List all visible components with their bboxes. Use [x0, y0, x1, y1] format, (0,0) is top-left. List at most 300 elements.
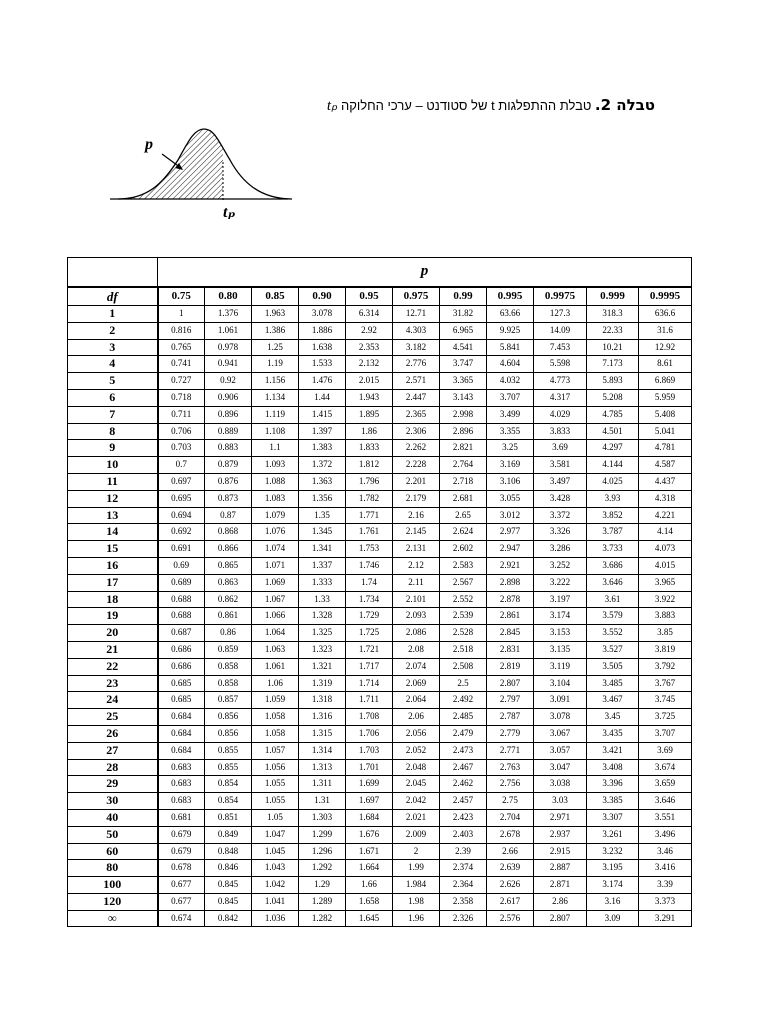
value-cell: 2.65	[440, 507, 487, 524]
value-cell: 2.462	[440, 776, 487, 793]
value-cell: 1.701	[346, 759, 393, 776]
value-cell: 2.86	[534, 893, 587, 910]
value-cell: 2.069	[393, 675, 440, 692]
value-cell: 1.088	[252, 473, 299, 490]
value-cell: 0.863	[205, 574, 252, 591]
value-cell: 0.866	[205, 541, 252, 558]
value-cell: 1.86	[346, 423, 393, 440]
table-row	[68, 406, 692, 423]
value-cell: 4.781	[639, 440, 692, 457]
df-cell: 7	[68, 406, 158, 423]
df-cell: 27	[68, 742, 158, 759]
df-cell: 23	[68, 675, 158, 692]
value-cell: 0.697	[158, 473, 205, 490]
value-cell: 5.598	[534, 356, 587, 373]
value-cell: 0.845	[205, 893, 252, 910]
value-cell: 3.686	[587, 557, 639, 574]
value-cell: 2.896	[440, 423, 487, 440]
value-cell: 3.396	[587, 776, 639, 793]
value-cell: 1.055	[252, 793, 299, 810]
value-cell: 3.707	[487, 389, 534, 406]
df-cell: 60	[68, 843, 158, 860]
value-cell: 2.374	[440, 860, 487, 877]
value-cell: 1.383	[299, 440, 346, 457]
value-cell: 0.857	[205, 692, 252, 709]
value-cell: 2.937	[534, 826, 587, 843]
value-cell: 0.851	[205, 809, 252, 826]
value-cell: 3.197	[534, 591, 587, 608]
df-cell: 26	[68, 725, 158, 742]
df-cell: 12	[68, 490, 158, 507]
value-cell: 1.782	[346, 490, 393, 507]
value-cell: 0.687	[158, 625, 205, 642]
df-cell: 29	[68, 776, 158, 793]
table-row	[68, 490, 692, 507]
table-row	[68, 742, 692, 759]
value-cell: 1.717	[346, 658, 393, 675]
value-cell: 3.135	[534, 641, 587, 658]
value-cell: 3.579	[587, 608, 639, 625]
df-cell: 21	[68, 641, 158, 658]
value-cell: 0.92	[205, 373, 252, 390]
value-cell: 5.893	[587, 373, 639, 390]
table-row	[68, 675, 692, 692]
distribution-figure	[110, 120, 300, 230]
value-cell: 1.042	[252, 877, 299, 894]
value-cell: 2.015	[346, 373, 393, 390]
table-row	[68, 440, 692, 457]
value-cell: 3.119	[534, 658, 587, 675]
value-cell: 0.879	[205, 457, 252, 474]
value-cell: 1.376	[205, 306, 252, 323]
value-cell: 3.45	[587, 709, 639, 726]
table-number: טבלה 2.	[594, 96, 655, 114]
value-cell: 0.679	[158, 826, 205, 843]
table-row	[68, 306, 692, 323]
value-cell: 1.063	[252, 641, 299, 658]
value-cell: 0.906	[205, 389, 252, 406]
value-cell: 3.497	[534, 473, 587, 490]
value-cell: 1.341	[299, 541, 346, 558]
value-cell: 1.721	[346, 641, 393, 658]
value-cell: 1.156	[252, 373, 299, 390]
value-cell: 0.7	[158, 457, 205, 474]
value-cell: 3.659	[639, 776, 692, 793]
value-cell: 1.047	[252, 826, 299, 843]
column-header: 0.9975	[534, 287, 587, 306]
value-cell: 2.92	[346, 322, 393, 339]
value-cell: 0.858	[205, 675, 252, 692]
value-cell: 2.878	[487, 591, 534, 608]
df-cell: 17	[68, 574, 158, 591]
column-header: 0.80	[205, 287, 252, 306]
df-cell: 50	[68, 826, 158, 843]
value-cell: 0.686	[158, 658, 205, 675]
value-cell: 3.833	[534, 423, 587, 440]
column-header: 0.95	[346, 287, 393, 306]
df-cell: 10	[68, 457, 158, 474]
value-cell: 3.286	[534, 541, 587, 558]
value-cell: 1.333	[299, 574, 346, 591]
df-cell: 80	[68, 860, 158, 877]
value-cell: 1.44	[299, 389, 346, 406]
value-cell: 0.685	[158, 692, 205, 709]
value-cell: 1.313	[299, 759, 346, 776]
value-cell: 2.779	[487, 725, 534, 742]
value-cell: 2.086	[393, 625, 440, 642]
table-row	[68, 843, 692, 860]
value-cell: 1.895	[346, 406, 393, 423]
value-cell: 2.056	[393, 725, 440, 742]
df-cell: 1	[68, 306, 158, 323]
value-cell: 3.291	[639, 910, 692, 927]
value-cell: 2.797	[487, 692, 534, 709]
value-cell: 1.289	[299, 893, 346, 910]
value-cell: 1.99	[393, 860, 440, 877]
df-cell: 20	[68, 625, 158, 642]
value-cell: 1.323	[299, 641, 346, 658]
value-cell: 2.704	[487, 809, 534, 826]
df-cell: 100	[68, 877, 158, 894]
table-row	[68, 507, 692, 524]
value-cell: 2.921	[487, 557, 534, 574]
value-cell: 6.965	[440, 322, 487, 339]
df-cell: 2	[68, 322, 158, 339]
value-cell: 2.583	[440, 557, 487, 574]
value-cell: 2.479	[440, 725, 487, 742]
value-cell: 2.467	[440, 759, 487, 776]
value-cell: 0.868	[205, 524, 252, 541]
value-cell: 3.505	[587, 658, 639, 675]
value-cell: 5.208	[587, 389, 639, 406]
table-row	[68, 625, 692, 642]
value-cell: 5.841	[487, 339, 534, 356]
value-cell: 2.052	[393, 742, 440, 759]
tp-label: tₚ	[223, 204, 236, 221]
value-cell: 5.408	[639, 406, 692, 423]
value-cell: 4.303	[393, 322, 440, 339]
value-cell: 3.222	[534, 574, 587, 591]
df-cell: 30	[68, 793, 158, 810]
value-cell: 3.091	[534, 692, 587, 709]
value-cell: 1.058	[252, 725, 299, 742]
value-cell: 3.307	[587, 809, 639, 826]
value-cell: 2.998	[440, 406, 487, 423]
value-cell: 2.539	[440, 608, 487, 625]
value-cell: 12.92	[639, 339, 692, 356]
value-cell: 1.061	[205, 322, 252, 339]
value-cell: 2.403	[440, 826, 487, 843]
value-cell: 2.617	[487, 893, 534, 910]
value-cell: 3.182	[393, 339, 440, 356]
value-cell: 2.602	[440, 541, 487, 558]
value-cell: 1.05	[252, 809, 299, 826]
value-cell: 1.363	[299, 473, 346, 490]
value-cell: 1.98	[393, 893, 440, 910]
value-cell: 0.741	[158, 356, 205, 373]
value-cell: 1.057	[252, 742, 299, 759]
df-cell: 25	[68, 709, 158, 726]
page-title	[300, 93, 655, 117]
value-cell: 3.416	[639, 860, 692, 877]
value-cell: 2.262	[393, 440, 440, 457]
value-cell: 2.756	[487, 776, 534, 793]
value-cell: 0.69	[158, 557, 205, 574]
value-cell: 0.873	[205, 490, 252, 507]
value-cell: 1.96	[393, 910, 440, 927]
value-cell: 1.697	[346, 793, 393, 810]
value-cell: 2.179	[393, 490, 440, 507]
value-cell: 2.423	[440, 809, 487, 826]
value-cell: 2.66	[487, 843, 534, 860]
value-cell: 2.915	[534, 843, 587, 860]
value-cell: 2.353	[346, 339, 393, 356]
value-cell: 9.925	[487, 322, 534, 339]
value-cell: 2.447	[393, 389, 440, 406]
value-cell: 1.372	[299, 457, 346, 474]
value-cell: 3.373	[639, 893, 692, 910]
value-cell: 0.706	[158, 423, 205, 440]
value-cell: 0.695	[158, 490, 205, 507]
value-cell: 31.6	[639, 322, 692, 339]
table-row	[68, 692, 692, 709]
value-cell: 2.528	[440, 625, 487, 642]
value-cell: 0.683	[158, 759, 205, 776]
value-cell: 2.552	[440, 591, 487, 608]
value-cell: 0.718	[158, 389, 205, 406]
value-cell: 2.776	[393, 356, 440, 373]
value-cell: 3.485	[587, 675, 639, 692]
value-cell: 0.876	[205, 473, 252, 490]
value-cell: 0.854	[205, 776, 252, 793]
value-cell: 1.311	[299, 776, 346, 793]
value-cell: 3.365	[440, 373, 487, 390]
value-cell: 3.421	[587, 742, 639, 759]
value-cell: 3.153	[534, 625, 587, 642]
value-cell: 2.871	[534, 877, 587, 894]
value-cell: 2.364	[440, 877, 487, 894]
value-cell: 1.386	[252, 322, 299, 339]
value-cell: 1.074	[252, 541, 299, 558]
value-cell: 1.645	[346, 910, 393, 927]
column-header: 0.99	[440, 287, 487, 306]
value-cell: 0.855	[205, 742, 252, 759]
value-cell: 0.689	[158, 574, 205, 591]
value-cell: 6.869	[639, 373, 692, 390]
value-cell: 2.678	[487, 826, 534, 843]
value-cell: 3.355	[487, 423, 534, 440]
value-cell: 1.056	[252, 759, 299, 776]
value-cell: 3.16	[587, 893, 639, 910]
value-cell: 1.833	[346, 440, 393, 457]
value-cell: 4.015	[639, 557, 692, 574]
value-cell: 3.93	[587, 490, 639, 507]
value-cell: 2.06	[393, 709, 440, 726]
value-cell: 0.765	[158, 339, 205, 356]
value-cell: 1.041	[252, 893, 299, 910]
value-cell: 1.714	[346, 675, 393, 692]
value-cell: 1.06	[252, 675, 299, 692]
value-cell: 3.435	[587, 725, 639, 742]
table-row	[68, 793, 692, 810]
value-cell: 2.971	[534, 809, 587, 826]
value-cell: 4.317	[534, 389, 587, 406]
value-cell: 3.252	[534, 557, 587, 574]
value-cell: 4.318	[639, 490, 692, 507]
df-cell: 18	[68, 591, 158, 608]
value-cell: 0.86	[205, 625, 252, 642]
value-cell: 8.61	[639, 356, 692, 373]
value-cell: 3.174	[587, 877, 639, 894]
value-cell: 1.533	[299, 356, 346, 373]
value-cell: 0.694	[158, 507, 205, 524]
value-cell: 3.232	[587, 843, 639, 860]
value-cell: 1.984	[393, 877, 440, 894]
value-cell: 2.009	[393, 826, 440, 843]
value-cell: 2.787	[487, 709, 534, 726]
value-cell: 1.943	[346, 389, 393, 406]
value-cell: 2.145	[393, 524, 440, 541]
value-cell: 2.807	[534, 910, 587, 927]
value-cell: 1.064	[252, 625, 299, 642]
value-cell: 636.6	[639, 306, 692, 323]
value-cell: 1.74	[346, 574, 393, 591]
value-cell: 0.677	[158, 893, 205, 910]
column-header: 0.9995	[639, 287, 692, 306]
value-cell: 5.959	[639, 389, 692, 406]
value-cell: 1.067	[252, 591, 299, 608]
table-row	[68, 591, 692, 608]
value-cell: 2.947	[487, 541, 534, 558]
value-cell: 2.821	[440, 440, 487, 457]
df-cell: 40	[68, 809, 158, 826]
value-cell: 0.684	[158, 725, 205, 742]
value-cell: 4.604	[487, 356, 534, 373]
value-cell: 2.681	[440, 490, 487, 507]
value-cell: 3.581	[534, 457, 587, 474]
value-cell: 2.08	[393, 641, 440, 658]
value-cell: 4.541	[440, 339, 487, 356]
value-cell: 1.664	[346, 860, 393, 877]
table-row	[68, 557, 692, 574]
value-cell: 0.855	[205, 759, 252, 776]
value-cell: 1.108	[252, 423, 299, 440]
value-cell: 3.61	[587, 591, 639, 608]
value-cell: 2.132	[346, 356, 393, 373]
value-cell: 1.337	[299, 557, 346, 574]
value-cell: 1.299	[299, 826, 346, 843]
value-cell: 0.889	[205, 423, 252, 440]
value-cell: 1.963	[252, 306, 299, 323]
value-cell: 2.567	[440, 574, 487, 591]
value-cell: 3.527	[587, 641, 639, 658]
value-cell: 1.296	[299, 843, 346, 860]
value-cell: 0.685	[158, 675, 205, 692]
value-cell: 1.043	[252, 860, 299, 877]
value-cell: 0.861	[205, 608, 252, 625]
value-cell: 1.703	[346, 742, 393, 759]
value-cell: 31.82	[440, 306, 487, 323]
value-cell: 1.292	[299, 860, 346, 877]
table-row	[68, 759, 692, 776]
value-cell: 318.3	[587, 306, 639, 323]
table-row	[68, 457, 692, 474]
value-cell: 2.887	[534, 860, 587, 877]
value-cell: 2.5	[440, 675, 487, 692]
value-cell: 2.718	[440, 473, 487, 490]
value-cell: 2.518	[440, 641, 487, 658]
value-cell: 3.767	[639, 675, 692, 692]
value-cell: 2.131	[393, 541, 440, 558]
value-cell: 4.587	[639, 457, 692, 474]
table-row	[68, 860, 692, 877]
value-cell: 3.078	[534, 709, 587, 726]
df-header: df	[68, 287, 158, 306]
value-cell: 3.725	[639, 709, 692, 726]
df-cell: 4	[68, 356, 158, 373]
value-cell: 3.055	[487, 490, 534, 507]
value-cell: 0.978	[205, 339, 252, 356]
value-cell: 2.457	[440, 793, 487, 810]
value-cell: 1.25	[252, 339, 299, 356]
value-cell: 2.861	[487, 608, 534, 625]
value-cell: 3.965	[639, 574, 692, 591]
value-cell: 1.076	[252, 524, 299, 541]
table-row	[68, 725, 692, 742]
value-cell: 1.734	[346, 591, 393, 608]
value-cell: 3.787	[587, 524, 639, 541]
value-cell: 0.677	[158, 877, 205, 894]
value-cell: 2.626	[487, 877, 534, 894]
value-cell: 6.314	[346, 306, 393, 323]
table-row	[68, 524, 692, 541]
value-cell: 4.785	[587, 406, 639, 423]
p-header: p	[158, 258, 692, 288]
value-cell: 2.11	[393, 574, 440, 591]
table-row	[68, 877, 692, 894]
value-cell: 3.428	[534, 490, 587, 507]
value-cell: 3.03	[534, 793, 587, 810]
value-cell: 3.372	[534, 507, 587, 524]
value-cell: 3.195	[587, 860, 639, 877]
value-cell: 3.067	[534, 725, 587, 742]
value-cell: 2.048	[393, 759, 440, 776]
table-row	[68, 709, 692, 726]
value-cell: 0.681	[158, 809, 205, 826]
value-cell: 1.321	[299, 658, 346, 675]
value-cell: 0.816	[158, 322, 205, 339]
value-cell: 3.078	[299, 306, 346, 323]
value-cell: 1.055	[252, 776, 299, 793]
table-row	[68, 893, 692, 910]
value-cell: 3.69	[639, 742, 692, 759]
value-cell: 1.397	[299, 423, 346, 440]
t-distribution-table	[67, 257, 692, 927]
value-cell: 3.46	[639, 843, 692, 860]
value-cell: 0.846	[205, 860, 252, 877]
value-cell: 2.624	[440, 524, 487, 541]
table-row	[68, 356, 692, 373]
table-row	[68, 809, 692, 826]
value-cell: 1.33	[299, 591, 346, 608]
value-cell: 0.683	[158, 793, 205, 810]
value-cell: 2.576	[487, 910, 534, 927]
value-cell: 0.883	[205, 440, 252, 457]
value-cell: 1.319	[299, 675, 346, 692]
df-cell: 19	[68, 608, 158, 625]
value-cell: 0.856	[205, 725, 252, 742]
value-cell: 1.31	[299, 793, 346, 810]
